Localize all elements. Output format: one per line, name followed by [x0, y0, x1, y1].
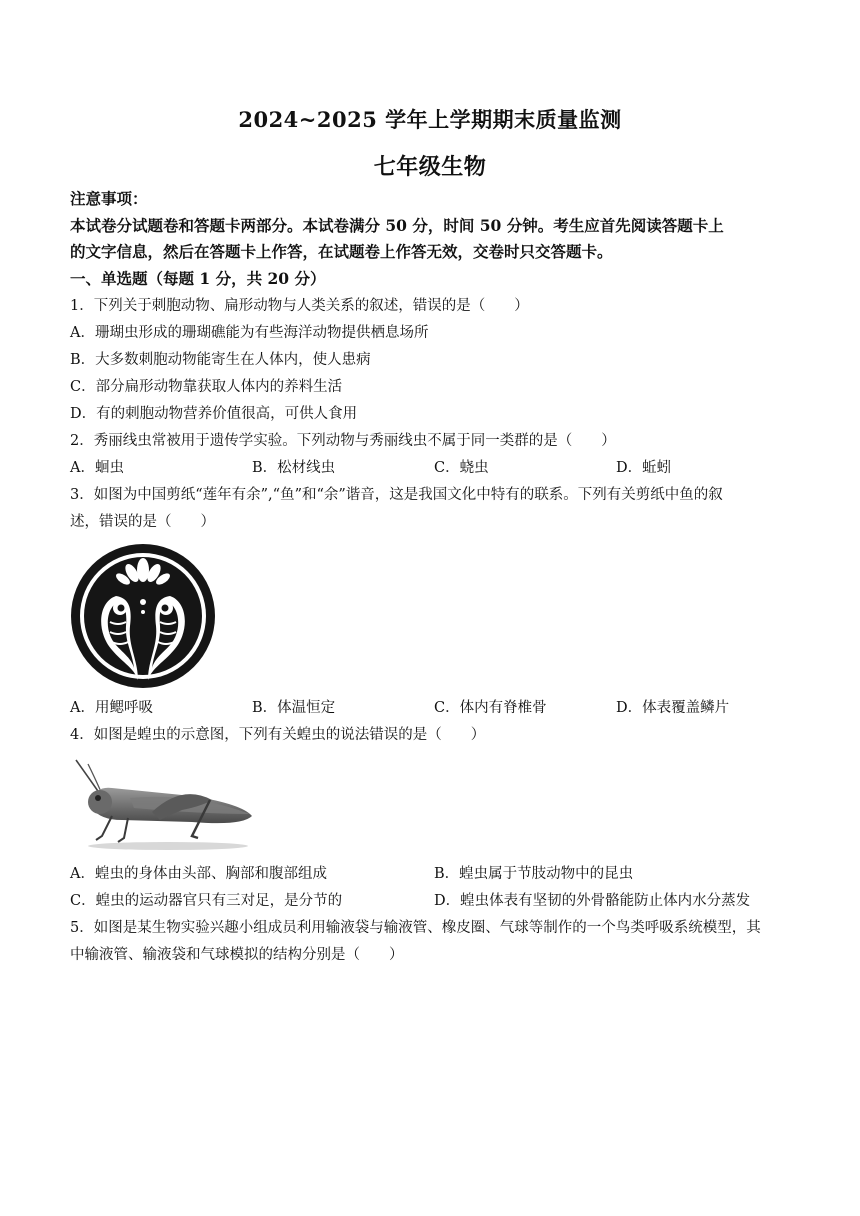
q5-stem-line-1: 5．如图是某生物实验兴趣小组成员利用输液袋与输液管、橡皮圈、气球等制作的一个鸟类呼吸系统模型，其 [70, 920, 761, 936]
q1-option-a: A．珊瑚虫形成的珊瑚礁能为有些海洋动物提供栖息场所 [70, 325, 429, 341]
q2-option-d: D．蚯蚓 [616, 460, 672, 476]
exam-title: 2024~2025 学年上学期期末质量监测 [238, 107, 622, 132]
q1-option-d: D．有的刺胞动物营养价值很高，可供人食用 [70, 406, 358, 422]
q1-option-c: C．部分扁形动物靠获取人体内的养料生活 [70, 379, 343, 395]
notice-line-1: 本试卷分试题卷和答题卡两部分。本试卷满分 50 分，时间 50 分钟。考生应首先阅读答题卡上 [70, 216, 724, 235]
q4-option-a: A．蝗虫的身体由头部、胸部和腹部组成 [70, 866, 327, 882]
notice-line-2: 的文字信息，然后在答题卡上作答，在试题卷上作答无效，交卷时只交答题卡。 [70, 242, 613, 261]
q2-option-b: B．松材线虫 [252, 460, 336, 476]
q3-stem-line-2: 述，错误的是（ ） [70, 514, 215, 530]
notice-heading: 注意事项： [70, 189, 148, 208]
q2-option-c: C．蛲虫 [434, 460, 489, 476]
exam-subtitle: 七年级生物 [373, 154, 487, 180]
section-heading: 一、单选题（每题 1 分，共 20 分） [70, 269, 326, 288]
q3-option-d: D．体表覆盖鳞片 [616, 700, 730, 716]
q3-option-c: C．体内有脊椎骨 [434, 700, 547, 716]
q2-option-a: A．蛔虫 [70, 460, 124, 476]
q3-option-a: A．用鳃呼吸 [70, 700, 153, 716]
grasshopper-image [72, 756, 258, 852]
q4-option-d: D．蝗虫体表有坚韧的外骨骼能防止体内水分蒸发 [434, 893, 751, 909]
q4-stem: 4．如图是蝗虫的示意图，下列有关蝗虫的说法错误的是（ ） [70, 727, 486, 743]
q1-option-b: B．大多数刺胞动物能寄生在人体内，使人患病 [70, 352, 371, 368]
paper-cut-fish-image [68, 540, 218, 692]
q4-option-c: C．蝗虫的运动器官只有三对足，是分节的 [70, 893, 343, 909]
q2-stem: 2．秀丽线虫常被用于遗传学实验。下列动物与秀丽线虫不属于同一类群的是（ ） [70, 433, 616, 449]
q4-option-b: B．蝗虫属于节肢动物中的昆虫 [434, 866, 634, 882]
q1-stem: 1．下列关于刺胞动物、扁形动物与人类关系的叙述，错误的是（ ） [70, 298, 529, 314]
q5-stem-line-2: 中输液管、输液袋和气球模拟的结构分别是（ ） [70, 947, 404, 963]
q3-stem-line-1: 3．如图为中国剪纸“莲年有余”,“鱼”和“余”谐音，这是我国文化中特有的联系。下列有关剪纸中鱼的叙 [70, 487, 723, 503]
q3-option-b: B．体温恒定 [252, 700, 336, 716]
